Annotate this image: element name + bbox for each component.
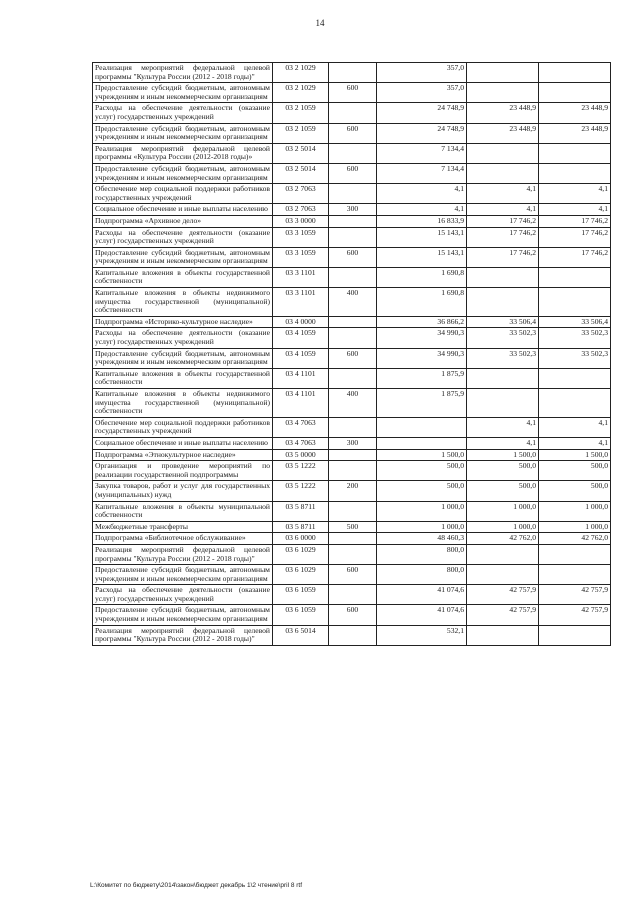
amount-2016-cell xyxy=(539,368,611,388)
table-row xyxy=(93,348,611,368)
table-row xyxy=(93,368,611,388)
table-row xyxy=(93,247,611,267)
item-name-cell: Расходы на обеспечение деятельности (оказание услуг) государственных учреждений xyxy=(93,585,273,605)
amount-2014-cell: 48 460,3 xyxy=(377,533,467,545)
amount-2016-cell xyxy=(539,389,611,418)
amount-2016-cell: 500,0 xyxy=(539,481,611,501)
item-name-cell: Предоставление субсидий бюджетным, автономным учреждениям и иным некоммерческим организациям xyxy=(93,163,273,183)
amount-2015-cell: 42 757,9 xyxy=(467,585,539,605)
item-name-cell: Капитальные вложения в объекты недвижимого имущества государственной (муниципальной) собственности xyxy=(93,389,273,418)
expense-type-cell xyxy=(329,417,377,437)
target-code-cell: 03 3 1059 xyxy=(273,247,329,267)
target-code-cell: 03 5 8711 xyxy=(273,521,329,533)
target-code-cell: 03 2 5014 xyxy=(273,143,329,163)
table-row xyxy=(93,605,611,625)
item-name-cell: Предоставление субсидий бюджетным, автономным учреждениям и иным некоммерческим организациям xyxy=(93,247,273,267)
target-code-cell: 03 4 1059 xyxy=(273,348,329,368)
item-name-cell: Капитальные вложения в объекты государственной собственности xyxy=(93,267,273,287)
target-code-cell: 03 5 8711 xyxy=(273,501,329,521)
expense-type-cell xyxy=(329,215,377,227)
amount-2015-cell: 17 746,2 xyxy=(467,227,539,247)
table-row xyxy=(93,63,611,83)
target-code-cell: 03 3 1101 xyxy=(273,267,329,287)
target-code-cell: 03 2 1059 xyxy=(273,123,329,143)
expense-type-cell xyxy=(329,328,377,348)
target-code-cell: 03 2 5014 xyxy=(273,163,329,183)
target-code-cell: 03 6 1029 xyxy=(273,544,329,564)
amount-2014-cell: 1 875,9 xyxy=(377,368,467,388)
table-row xyxy=(93,389,611,418)
amount-2016-cell: 4,1 xyxy=(539,204,611,216)
amount-2016-cell: 33 506,4 xyxy=(539,316,611,328)
page-number: 14 xyxy=(315,18,325,28)
expense-type-cell: 500 xyxy=(329,521,377,533)
amount-2015-cell xyxy=(467,163,539,183)
expense-type-cell xyxy=(329,368,377,388)
amount-2014-cell: 24 748,9 xyxy=(377,103,467,123)
target-code-cell: 03 3 0000 xyxy=(273,215,329,227)
amount-2016-cell: 4,1 xyxy=(539,184,611,204)
amount-2016-cell xyxy=(539,625,611,645)
amount-2014-cell: 41 074,6 xyxy=(377,585,467,605)
amount-2016-cell: 1 500,0 xyxy=(539,449,611,461)
item-name-cell: Расходы на обеспечение деятельности (оказание услуг) государственных учреждений xyxy=(93,103,273,123)
amount-2015-cell xyxy=(467,544,539,564)
budget-table-body xyxy=(93,63,611,646)
item-name-cell: Расходы на обеспечение деятельности (оказание услуг) государственных учреждений xyxy=(93,227,273,247)
amount-2014-cell: 1 500,0 xyxy=(377,449,467,461)
amount-2015-cell: 1 500,0 xyxy=(467,449,539,461)
target-code-cell: 03 6 5014 xyxy=(273,625,329,645)
target-code-cell: 03 4 1059 xyxy=(273,328,329,348)
amount-2014-cell: 15 143,1 xyxy=(377,247,467,267)
amount-2016-cell xyxy=(539,288,611,317)
table-row xyxy=(93,501,611,521)
amount-2016-cell xyxy=(539,565,611,585)
expense-type-cell: 600 xyxy=(329,565,377,585)
table-row xyxy=(93,103,611,123)
amount-2014-cell: 34 990,3 xyxy=(377,328,467,348)
amount-2015-cell: 17 746,2 xyxy=(467,247,539,267)
table-row xyxy=(93,437,611,449)
amount-2014-cell: 800,0 xyxy=(377,544,467,564)
amount-2014-cell: 7 134,4 xyxy=(377,143,467,163)
table-row xyxy=(93,521,611,533)
table-row xyxy=(93,565,611,585)
expense-type-cell xyxy=(329,449,377,461)
expense-type-cell xyxy=(329,501,377,521)
amount-2014-cell: 15 143,1 xyxy=(377,227,467,247)
amount-2015-cell: 23 448,9 xyxy=(467,123,539,143)
expense-type-cell xyxy=(329,143,377,163)
amount-2015-cell: 500,0 xyxy=(467,461,539,481)
amount-2014-cell: 1 000,0 xyxy=(377,521,467,533)
amount-2015-cell xyxy=(467,368,539,388)
amount-2015-cell xyxy=(467,143,539,163)
amount-2014-cell: 24 748,9 xyxy=(377,123,467,143)
expense-type-cell: 400 xyxy=(329,389,377,418)
item-name-cell: Социальное обеспечение и иные выплаты населению xyxy=(93,204,273,216)
table-row xyxy=(93,449,611,461)
target-code-cell: 03 2 7063 xyxy=(273,204,329,216)
expense-type-cell xyxy=(329,585,377,605)
item-name-cell: Расходы на обеспечение деятельности (оказание услуг) государственных учреждений xyxy=(93,328,273,348)
amount-2015-cell xyxy=(467,83,539,103)
expense-type-cell xyxy=(329,184,377,204)
amount-2015-cell xyxy=(467,625,539,645)
amount-2014-cell: 34 990,3 xyxy=(377,348,467,368)
table-row xyxy=(93,163,611,183)
table-row xyxy=(93,227,611,247)
item-name-cell: Предоставление субсидий бюджетным, автономным учреждениям и иным некоммерческим организациям xyxy=(93,565,273,585)
amount-2014-cell: 7 134,4 xyxy=(377,163,467,183)
expense-type-cell: 600 xyxy=(329,247,377,267)
amount-2016-cell: 23 448,9 xyxy=(539,103,611,123)
table-row xyxy=(93,461,611,481)
expense-type-cell: 600 xyxy=(329,83,377,103)
expense-type-cell: 600 xyxy=(329,123,377,143)
expense-type-cell xyxy=(329,316,377,328)
amount-2016-cell xyxy=(539,544,611,564)
amount-2016-cell: 23 448,9 xyxy=(539,123,611,143)
amount-2014-cell: 357,0 xyxy=(377,83,467,103)
amount-2015-cell: 4,1 xyxy=(467,204,539,216)
expense-type-cell: 400 xyxy=(329,288,377,317)
amount-2015-cell: 42 757,9 xyxy=(467,605,539,625)
amount-2016-cell xyxy=(539,267,611,287)
amount-2014-cell: 4,1 xyxy=(377,204,467,216)
item-name-cell: Капитальные вложения в объекты недвижимого имущества государственной (муниципальной) собственности xyxy=(93,288,273,317)
amount-2016-cell xyxy=(539,63,611,83)
amount-2016-cell: 500,0 xyxy=(539,461,611,481)
target-code-cell: 03 3 1101 xyxy=(273,288,329,317)
item-name-cell: Подпрограмма «Этнокультурное наследие» xyxy=(93,449,273,461)
target-code-cell: 03 4 0000 xyxy=(273,316,329,328)
target-code-cell: 03 6 1029 xyxy=(273,565,329,585)
table-row xyxy=(93,328,611,348)
amount-2016-cell: 33 502,3 xyxy=(539,348,611,368)
item-name-cell: Предоставление субсидий бюджетным, автономным учреждениям и иным некоммерческим организациям xyxy=(93,83,273,103)
amount-2014-cell: 1 875,9 xyxy=(377,389,467,418)
amount-2015-cell: 33 502,3 xyxy=(467,348,539,368)
item-name-cell: Предоставление субсидий бюджетным, автономным учреждениям и иным некоммерческим организациям xyxy=(93,123,273,143)
item-name-cell: Реализация мероприятий федеральной целевой программы "Культура России (2012 - 2018 годы)" xyxy=(93,625,273,645)
target-code-cell: 03 6 1059 xyxy=(273,605,329,625)
amount-2015-cell xyxy=(467,389,539,418)
amount-2014-cell: 500,0 xyxy=(377,461,467,481)
target-code-cell: 03 4 7063 xyxy=(273,417,329,437)
amount-2016-cell: 42 757,9 xyxy=(539,605,611,625)
amount-2014-cell: 4,1 xyxy=(377,184,467,204)
target-code-cell: 03 5 1222 xyxy=(273,481,329,501)
amount-2016-cell xyxy=(539,143,611,163)
target-code-cell: 03 2 1029 xyxy=(273,63,329,83)
amount-2014-cell: 1 000,0 xyxy=(377,501,467,521)
item-name-cell: Организация и проведение мероприятий по реализации государственной подпрограммы xyxy=(93,461,273,481)
target-code-cell: 03 4 7063 xyxy=(273,437,329,449)
expense-type-cell xyxy=(329,267,377,287)
target-code-cell: 03 5 1222 xyxy=(273,461,329,481)
table-row xyxy=(93,533,611,545)
expense-type-cell xyxy=(329,63,377,83)
amount-2016-cell: 4,1 xyxy=(539,437,611,449)
amount-2015-cell: 4,1 xyxy=(467,184,539,204)
amount-2016-cell: 33 502,3 xyxy=(539,328,611,348)
amount-2016-cell: 17 746,2 xyxy=(539,247,611,267)
table-row xyxy=(93,625,611,645)
amount-2016-cell: 42 757,9 xyxy=(539,585,611,605)
target-code-cell: 03 6 0000 xyxy=(273,533,329,545)
expense-type-cell: 600 xyxy=(329,348,377,368)
amount-2015-cell xyxy=(467,288,539,317)
amount-2014-cell: 16 833,9 xyxy=(377,215,467,227)
amount-2014-cell: 41 074,6 xyxy=(377,605,467,625)
amount-2015-cell: 4,1 xyxy=(467,437,539,449)
expense-type-cell: 600 xyxy=(329,605,377,625)
amount-2016-cell: 42 762,0 xyxy=(539,533,611,545)
amount-2015-cell xyxy=(467,63,539,83)
table-row xyxy=(93,184,611,204)
target-code-cell: 03 6 1059 xyxy=(273,585,329,605)
amount-2016-cell: 17 746,2 xyxy=(539,215,611,227)
amount-2016-cell: 4,1 xyxy=(539,417,611,437)
table-row xyxy=(93,123,611,143)
expense-type-cell xyxy=(329,533,377,545)
amount-2014-cell: 1 690,8 xyxy=(377,267,467,287)
item-name-cell: Капитальные вложения в объекты государственной собственности xyxy=(93,368,273,388)
table-row xyxy=(93,481,611,501)
amount-2015-cell xyxy=(467,565,539,585)
file-path-footer: L:\Комитет по бюджету\2014\закон\бюджет декабрь 1\2 чтение\pril 8 rtf xyxy=(90,882,303,889)
amount-2016-cell xyxy=(539,163,611,183)
target-code-cell: 03 2 1059 xyxy=(273,103,329,123)
table-row xyxy=(93,544,611,564)
amount-2015-cell: 1 000,0 xyxy=(467,501,539,521)
target-code-cell: 03 2 7063 xyxy=(273,184,329,204)
expense-type-cell xyxy=(329,461,377,481)
table-row xyxy=(93,288,611,317)
item-name-cell: Обеспечение мер социальной поддержки работников государственных учреждений xyxy=(93,417,273,437)
table-row xyxy=(93,417,611,437)
item-name-cell: Межбюджетные трансферты xyxy=(93,521,273,533)
amount-2015-cell: 500,0 xyxy=(467,481,539,501)
item-name-cell: Подпрограмма «Историко-культурное наследие» xyxy=(93,316,273,328)
budget-table xyxy=(92,62,611,646)
amount-2014-cell: 500,0 xyxy=(377,481,467,501)
table-row xyxy=(93,83,611,103)
item-name-cell: Реализация мероприятий федеральной целевой программы «Культура России (2012-2018 годы)» xyxy=(93,143,273,163)
amount-2014-cell: 532,1 xyxy=(377,625,467,645)
amount-2015-cell: 4,1 xyxy=(467,417,539,437)
item-name-cell: Предоставление субсидий бюджетным, автономным учреждениям и иным некоммерческим организациям xyxy=(93,348,273,368)
table-row xyxy=(93,585,611,605)
amount-2016-cell xyxy=(539,83,611,103)
expense-type-cell: 300 xyxy=(329,437,377,449)
amount-2014-cell: 1 690,8 xyxy=(377,288,467,317)
table-row xyxy=(93,204,611,216)
target-code-cell: 03 2 1029 xyxy=(273,83,329,103)
amount-2014-cell xyxy=(377,417,467,437)
item-name-cell: Закупка товаров, работ и услуг для государственных (муниципальных) нужд xyxy=(93,481,273,501)
amount-2015-cell: 42 762,0 xyxy=(467,533,539,545)
item-name-cell: Подпрограмма «Библиотечное обслуживание» xyxy=(93,533,273,545)
amount-2015-cell xyxy=(467,267,539,287)
target-code-cell: 03 5 0000 xyxy=(273,449,329,461)
expense-type-cell: 200 xyxy=(329,481,377,501)
item-name-cell: Реализация мероприятий федеральной целевой программы "Культура России (2012 - 2018 годы)" xyxy=(93,63,273,83)
item-name-cell: Социальное обеспечение и иные выплаты населению xyxy=(93,437,273,449)
amount-2016-cell: 1 000,0 xyxy=(539,521,611,533)
amount-2014-cell: 357,0 xyxy=(377,63,467,83)
table-row xyxy=(93,215,611,227)
table-row xyxy=(93,316,611,328)
item-name-cell: Капитальные вложения в объекты муниципальной собственности xyxy=(93,501,273,521)
item-name-cell: Подпрограмма «Архивное дело» xyxy=(93,215,273,227)
table-row xyxy=(93,267,611,287)
amount-2015-cell: 23 448,9 xyxy=(467,103,539,123)
amount-2016-cell: 1 000,0 xyxy=(539,501,611,521)
amount-2014-cell: 800,0 xyxy=(377,565,467,585)
amount-2014-cell xyxy=(377,437,467,449)
target-code-cell: 03 3 1059 xyxy=(273,227,329,247)
target-code-cell: 03 4 1101 xyxy=(273,389,329,418)
expense-type-cell xyxy=(329,544,377,564)
item-name-cell: Предоставление субсидий бюджетным, автономным учреждениям и иным некоммерческим организациям xyxy=(93,605,273,625)
amount-2016-cell: 17 746,2 xyxy=(539,227,611,247)
amount-2015-cell: 17 746,2 xyxy=(467,215,539,227)
amount-2015-cell: 33 502,3 xyxy=(467,328,539,348)
expense-type-cell xyxy=(329,227,377,247)
item-name-cell: Реализация мероприятий федеральной целевой программы "Культура России (2012 - 2018 годы)" xyxy=(93,544,273,564)
expense-type-cell xyxy=(329,103,377,123)
amount-2014-cell: 36 866,2 xyxy=(377,316,467,328)
item-name-cell: Обеспечение мер социальной поддержки работников государственных учреждений xyxy=(93,184,273,204)
amount-2015-cell: 1 000,0 xyxy=(467,521,539,533)
expense-type-cell: 600 xyxy=(329,163,377,183)
target-code-cell: 03 4 1101 xyxy=(273,368,329,388)
amount-2015-cell: 33 506,4 xyxy=(467,316,539,328)
table-row xyxy=(93,143,611,163)
expense-type-cell xyxy=(329,625,377,645)
expense-type-cell: 300 xyxy=(329,204,377,216)
